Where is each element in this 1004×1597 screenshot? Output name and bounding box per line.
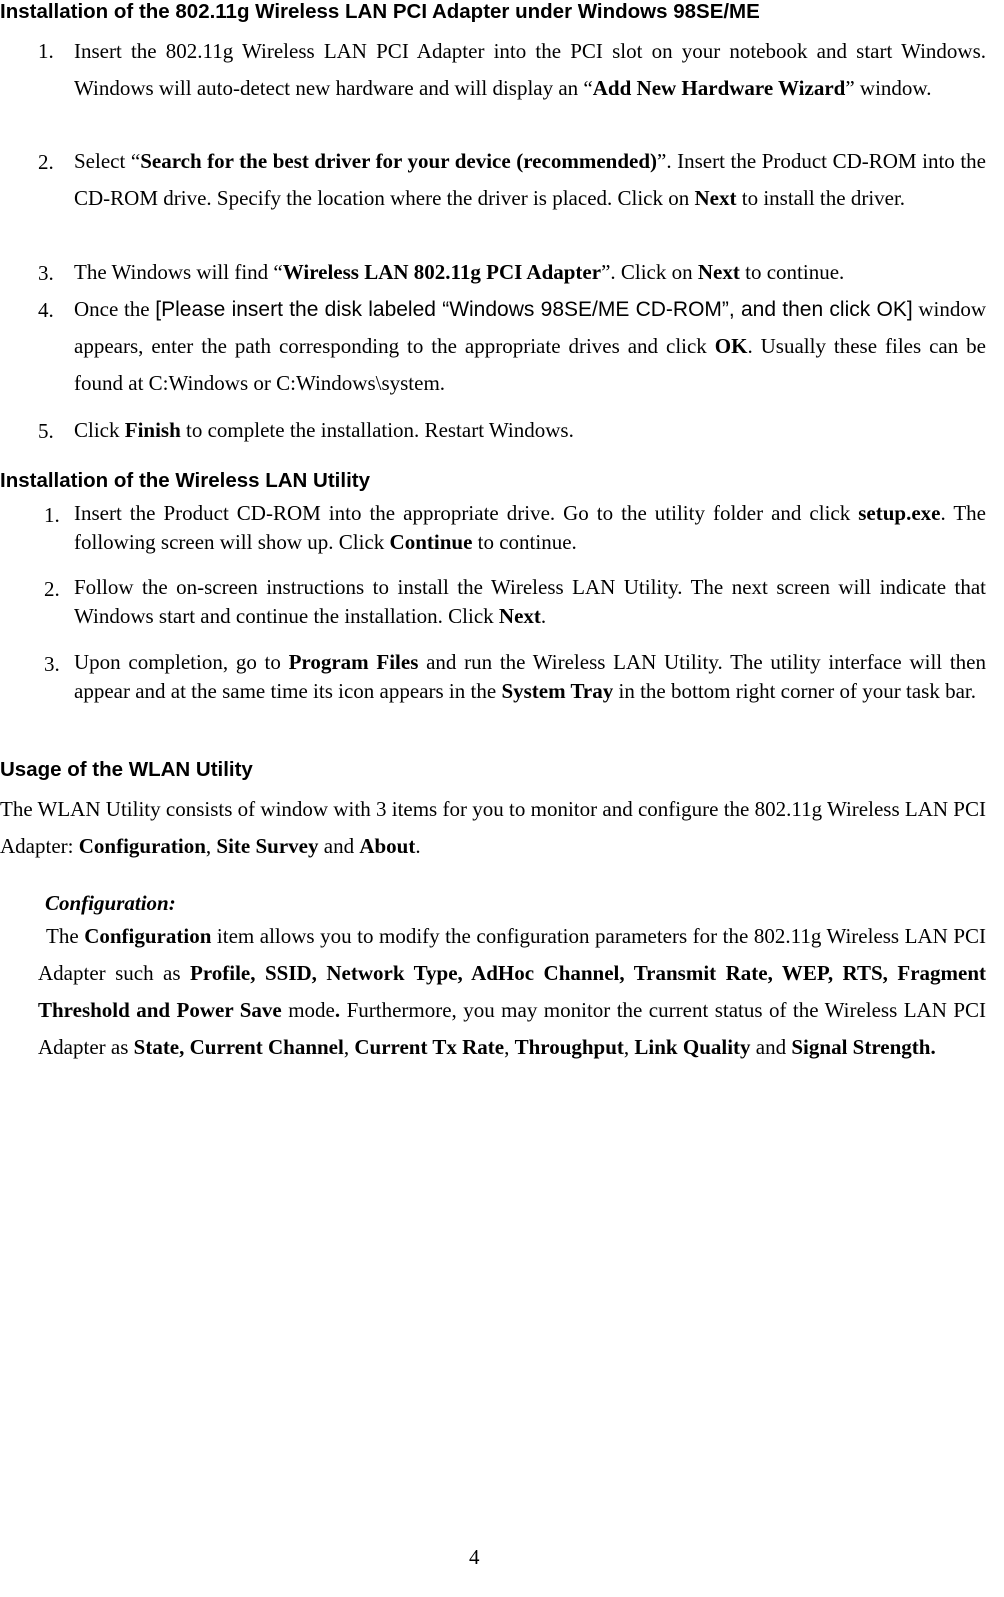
list-item-text <box>74 573 986 631</box>
text-run: Once the <box>74 297 156 321</box>
text-run: . Usually these files can be found at C:Windows or C:Windows\system. <box>74 334 987 395</box>
text-run-bold: OK <box>714 334 748 358</box>
text-run: Select “ <box>74 149 141 173</box>
text-run-bold: State, Current Channel <box>133 1035 344 1059</box>
text-run-bold: Profile, SSID, Network Type, AdHoc Channel, Transmit Rate, WEP, RTS, Fragment Threshold and Power Save <box>38 961 986 1022</box>
page-number: 4 <box>469 1545 480 1569</box>
text-run: The WLAN Utility consists of window with 3 items for you to monitor and configure the 802.11g Wireless LAN PCI Adapter: <box>0 797 986 858</box>
text-run-bold: Link Quality <box>634 1035 751 1059</box>
text-run: Furthermore, you may monitor the current status of the Wireless LAN PCI Adapter as <box>38 998 987 1059</box>
text-run: ” window. <box>845 76 932 100</box>
usage-paragraph <box>0 791 986 865</box>
text-run-bold: Add New Hardware Wizard <box>592 76 846 100</box>
text-run-dialog-title: [Please insert the disk labeled “Windows 98SE/ME CD-ROM”, and then click OK] <box>155 298 913 321</box>
text-run: Insert the 802.11g Wireless LAN PCI Adapter into the PCI slot on your notebook and start Windows. Windows will auto-detect new hardware and will display an “ <box>74 39 986 100</box>
text-run: and run the Wireless LAN Utility. The utility interface will then appear and at the same time its icon appears in the <box>74 650 987 703</box>
list-item-number: 2. <box>44 577 60 601</box>
text-run: to complete the installation. Restart Windows. <box>180 418 574 442</box>
list-item-text <box>74 412 986 449</box>
text-run-bold: Wireless LAN 802.11g PCI Adapter <box>282 260 602 284</box>
config-subtitle: Configuration: <box>45 891 176 915</box>
text-run: to install the driver. <box>736 186 906 210</box>
text-run-bold: Finish <box>124 418 181 442</box>
heading-utility-install: Installation of the Wireless LAN Utility <box>0 469 371 492</box>
text-run: , <box>205 834 217 858</box>
list-item-text <box>74 143 986 217</box>
list-item-number: 3. <box>38 261 54 285</box>
text-run: . <box>415 834 421 858</box>
text-run: and <box>318 834 360 858</box>
list-item-text <box>74 33 986 107</box>
text-run-bold: About <box>359 834 416 858</box>
text-run-bold: Program Files <box>288 650 419 674</box>
list-item-number: 2. <box>38 150 54 174</box>
text-run-bold: Next <box>498 604 541 628</box>
text-run: . The following screen will show up. Click <box>74 501 986 554</box>
text-run: , <box>623 1035 635 1059</box>
list-item-text <box>74 499 986 557</box>
text-run-bold: Continue <box>389 530 473 554</box>
text-run: ”. Click on <box>601 260 698 284</box>
text-run: Follow the on-screen instructions to install the Wireless LAN Utility. The next screen will indicate that Windows start and continue the installation. Click <box>74 575 986 628</box>
list-item-text <box>74 254 986 291</box>
config-paragraph <box>38 918 986 1066</box>
text-run: mode <box>281 998 335 1022</box>
text-run-bold: Current Tx Rate <box>354 1035 505 1059</box>
text-run-bold: System Tray <box>501 679 614 703</box>
list-item-number: 1. <box>44 503 60 527</box>
list-item-number: 4. <box>38 298 54 322</box>
text-run: in the bottom right corner of your task bar. <box>613 679 977 703</box>
text-run: Insert the Product CD-ROM into the appropriate drive. Go to the utility folder and click <box>74 501 859 525</box>
text-run: . <box>540 604 547 628</box>
text-run: to continue. <box>739 260 845 284</box>
text-run: , <box>504 1035 515 1059</box>
text-run-bold: Configuration <box>78 834 206 858</box>
text-run: Click <box>74 418 125 442</box>
text-run-bold: . <box>334 998 341 1022</box>
list-item-number: 5. <box>38 419 54 443</box>
text-run-bold: Next <box>697 260 740 284</box>
text-run-bold: Search for the best driver for your device (recommended) <box>140 149 657 173</box>
list-item-number: 1. <box>38 39 54 63</box>
heading-wlan-usage: Usage of the WLAN Utility <box>0 758 253 781</box>
text-run: The Windows will find “ <box>74 260 283 284</box>
text-run: item allows you to modify the configuration parameters for the 802.11g Wireless LAN PCI Adapter such as <box>38 924 986 985</box>
text-run: ”. Insert the Product CD-ROM into the CD-ROM drive. Specify the location where the driver is placed. Click on <box>74 149 987 210</box>
text-run-bold: Site Survey <box>216 834 319 858</box>
list-item-number: 3. <box>44 652 60 676</box>
text-run: to continue. <box>472 530 577 554</box>
heading-install-98se: Installation of the 802.11g Wireless LAN PCI Adapter under Windows 98SE/ME <box>0 0 760 23</box>
text-run: The <box>46 924 85 948</box>
text-run-bold: Signal Strength. <box>791 1035 936 1059</box>
list-item-text <box>74 648 986 706</box>
list-item-text <box>74 291 986 402</box>
text-run-bold: Throughput <box>514 1035 624 1059</box>
text-run-bold: setup.exe <box>858 501 941 525</box>
text-run-bold: Configuration <box>84 924 212 948</box>
text-run-bold: Next <box>694 186 737 210</box>
text-run: , <box>343 1035 355 1059</box>
text-run: window appears, enter the path corresponding to the appropriate drives and click <box>74 297 986 358</box>
text-run: and <box>750 1035 792 1059</box>
text-run: Upon completion, go to <box>74 650 289 674</box>
